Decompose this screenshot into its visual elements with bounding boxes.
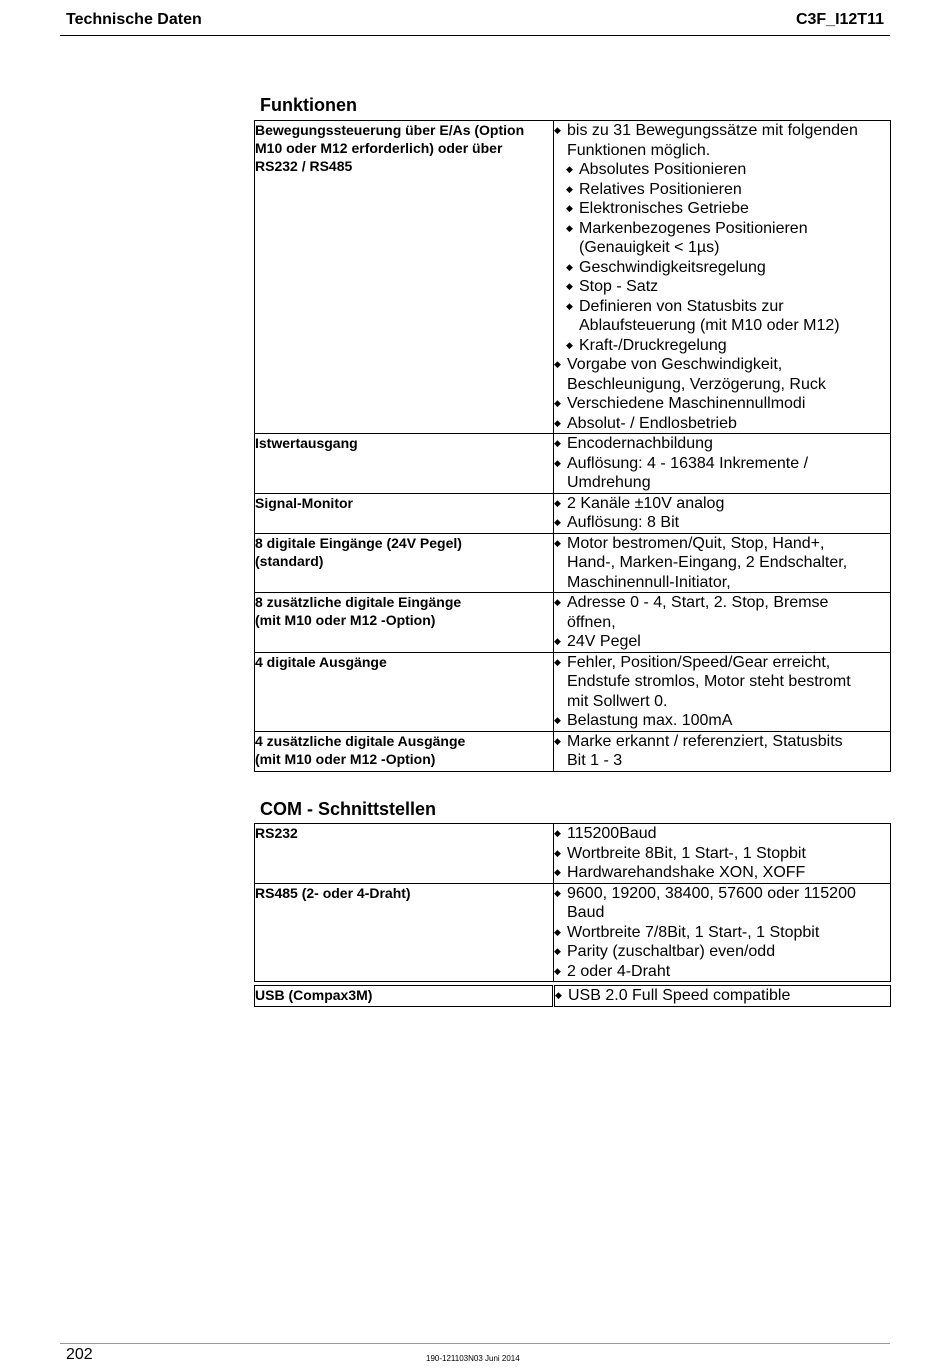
bullet-text-line: ◆ Fehler, Position/Speed/Gear erreicht, — [567, 653, 831, 671]
spec-label-line: RS232 / RS485 — [255, 158, 353, 174]
header-section-title: Technische Daten — [66, 11, 202, 28]
bullet-text-line: ◆ Wortbreite 8Bit, 1 Start-, 1 Stopbit — [567, 844, 806, 862]
bullet-text-line: ◆ Geschwindigkeitsregelung — [579, 258, 766, 276]
bullet-text-line: ◆ Relatives Positionieren — [579, 180, 742, 198]
sub-bullet-item — [566, 277, 890, 297]
sub-bullet-item — [566, 180, 890, 200]
spec-value-cell — [554, 731, 891, 771]
bullet-text-line: ◆ Adresse 0 - 4, Start, 2. Stop, Bremse — [567, 594, 829, 611]
bullet-item — [554, 844, 890, 864]
spec-value-cell — [554, 883, 891, 982]
bullet-item — [554, 824, 890, 844]
spec-label-cell — [255, 593, 554, 653]
bullet-text-line: ◆ Auflösung: 8 Bit — [567, 514, 680, 531]
bullet-item — [554, 494, 890, 514]
spec-label-cell — [255, 883, 554, 982]
bullet-item — [554, 434, 890, 454]
document-code: 190-121103N03 Juni 2014 — [426, 1354, 520, 1363]
spec-label-line: RS232 — [255, 825, 298, 841]
sub-bullet-item — [566, 258, 890, 278]
bullet-text-line: ◆ 2 Kanäle ±10V analog — [567, 494, 725, 512]
bullet-text-line: ◆ Motor bestromen/Quit, Stop, Hand+, — [567, 534, 825, 552]
spec-label-line: (standard) — [255, 552, 324, 569]
bullet-text-line: ◆ Absolutes Positionieren — [579, 161, 747, 178]
bullet-text-line: ◆ Stop - Satz — [579, 278, 659, 295]
bullet-text-line: ◆ 2 oder 4-Draht — [567, 962, 671, 980]
bullet-item — [554, 454, 890, 493]
spec-label-cell — [255, 652, 554, 731]
spec-label-line: Istwertausgang — [255, 435, 358, 451]
spec-label-line: M10 oder M12 erforderlich) oder über — [255, 140, 503, 156]
spec-label-line: (mit M10 oder M12 -Option) — [255, 612, 436, 628]
bullet-text-line: mit Sollwert 0. — [567, 692, 668, 710]
bullet-item — [554, 355, 890, 394]
bullet-item — [554, 593, 890, 632]
sub-bullet-item — [566, 199, 890, 219]
bullet-item — [554, 394, 890, 414]
bullet-text-line: ◆ Verschiedene Maschinennullmodi — [567, 395, 806, 412]
bullet-item — [554, 884, 890, 923]
bullet-item — [554, 962, 890, 982]
sub-bullet-item — [566, 160, 890, 180]
bullet-text-line: ◆ Kraft-/Druckregelung — [579, 336, 727, 354]
bullet-item — [554, 732, 890, 771]
spec-value-cell — [554, 493, 891, 533]
bullet-text-line: ◆ Hardwarehandshake XON, XOFF — [567, 864, 806, 881]
bullet-text-line: ◆ Definieren von Statusbits zur — [579, 297, 784, 315]
bullet-item — [555, 986, 890, 1006]
header-document-id: C3F_I12T11 — [795, 11, 884, 28]
bullet-text-line: Ablaufsteuerung (mit M10 oder M12) — [579, 317, 840, 334]
spec-label-line: RS485 (2- oder 4-Draht) — [255, 884, 411, 901]
bullet-text-line: Beschleunigung, Verzögerung, Ruck — [567, 375, 826, 393]
bullet-item — [554, 653, 890, 712]
spec-row — [255, 434, 891, 494]
spec-label-line: 8 digitale Eingänge (24V Pegel) — [255, 534, 462, 551]
spec-row — [254, 985, 891, 1007]
bullet-item — [554, 534, 890, 593]
funktionen-table — [254, 120, 891, 772]
sub-bullet-item — [566, 219, 890, 258]
bullet-text-line: ◆ Elektronisches Getriebe — [579, 200, 749, 217]
spec-label-cell — [255, 824, 554, 884]
bullet-text-line: ◆ Absolut- / Endlosbetrieb — [567, 414, 737, 432]
bullet-item — [554, 513, 890, 533]
com-title: COM - Schnittstellen — [260, 799, 437, 819]
spec-value-cell — [554, 121, 891, 434]
spec-value-cell — [554, 593, 891, 653]
bullet-text-line: Umdrehung — [567, 474, 651, 491]
spec-label-line: Signal-Monitor — [255, 494, 353, 511]
header-divider — [60, 35, 890, 36]
page-number: 202 — [66, 1346, 93, 1363]
spec-label-line: Bewegungssteuerung über E/As (Option — [255, 122, 525, 138]
sub-bullet-item — [566, 297, 890, 336]
bullet-item — [554, 711, 890, 731]
bullet-text-line: Maschinennull-Initiator, — [567, 573, 731, 591]
spec-label-cell — [255, 731, 554, 771]
spec-value-cell — [554, 824, 891, 884]
bullet-text-line: Hand-, Marken-Eingang, 2 Endschalter, — [567, 554, 848, 571]
spec-value-cell — [554, 985, 891, 1007]
spec-label-line: USB (Compax3M) — [255, 987, 373, 1003]
spec-label-line: 8 zusätzliche digitale Eingänge — [255, 594, 462, 610]
bullet-text-line: Baud — [567, 904, 605, 921]
bullet-item — [554, 923, 890, 943]
spec-row — [255, 533, 891, 593]
spec-label-line: 4 zusätzliche digitale Ausgänge — [255, 732, 466, 749]
spec-label-cell — [255, 533, 554, 593]
bullet-text-line: Endstufe stromlos, Motor steht bestromt — [567, 673, 851, 690]
bullet-text-line: ◆ Encodernachbildung — [567, 435, 713, 452]
bullet-text-line: ◆ Auflösung: 4 - 16384 Inkremente / — [567, 454, 809, 472]
bullet-text-line: (Genauigkeit < 1µs) — [579, 239, 720, 256]
bullet-text-line: ◆ 9600, 19200, 38400, 57600 oder 115200 — [567, 884, 856, 902]
bullet-text-line: ◆ Parity (zuschaltbar) even/odd — [567, 943, 776, 960]
spec-label-line: 4 digitale Ausgänge — [255, 653, 387, 670]
spec-row — [255, 731, 891, 771]
usb-table — [253, 984, 892, 1008]
bullet-item — [554, 863, 890, 883]
bullet-text-line: ◆ 24V Pegel — [567, 633, 641, 650]
spec-label-cell — [255, 493, 554, 533]
bullet-text-line: ◆ Belastung max. 100mA — [567, 712, 733, 729]
spec-row — [255, 593, 891, 653]
sub-bullet-item — [566, 336, 890, 356]
bullet-text-line: ◆ Wortbreite 7/8Bit, 1 Start-, 1 Stopbit — [567, 923, 820, 941]
bullet-text-line: öffnen, — [567, 613, 616, 631]
bullet-item — [554, 414, 890, 434]
bullet-text-line: ◆ 115200Baud — [567, 825, 657, 842]
spec-row — [255, 883, 891, 982]
bullet-item — [554, 632, 890, 652]
bullet-text-line: Bit 1 - 3 — [567, 752, 623, 769]
spec-label-cell — [255, 121, 554, 434]
bullet-text-line: Funktionen möglich. — [567, 141, 711, 159]
spec-row — [255, 652, 891, 731]
spec-row — [255, 121, 891, 434]
bullet-text-line: ◆ USB 2.0 Full Speed compatible — [568, 987, 791, 1004]
footer-divider — [60, 1343, 890, 1344]
spec-value-cell — [554, 533, 891, 593]
bullet-item — [554, 942, 890, 962]
bullet-text-line: ◆ bis zu 31 Bewegungssätze mit folgenden — [567, 122, 858, 139]
spec-value-cell — [554, 434, 891, 494]
funktionen-title: Funktionen — [260, 95, 357, 115]
spec-label-line: (mit M10 oder M12 -Option) — [255, 750, 436, 767]
com-table — [254, 823, 891, 982]
bullet-text-line: ◆ Marke erkannt / referenziert, Statusbits — [567, 732, 843, 750]
spec-label-cell — [254, 985, 553, 1007]
spec-label-cell — [255, 434, 554, 494]
spec-value-cell — [554, 652, 891, 731]
spec-row — [255, 824, 891, 884]
bullet-text-line: ◆ Vorgabe von Geschwindigkeit, — [567, 356, 783, 373]
spec-row — [255, 493, 891, 533]
bullet-text-line: ◆ Markenbezogenes Positionieren — [579, 219, 808, 237]
bullet-item — [554, 121, 890, 160]
